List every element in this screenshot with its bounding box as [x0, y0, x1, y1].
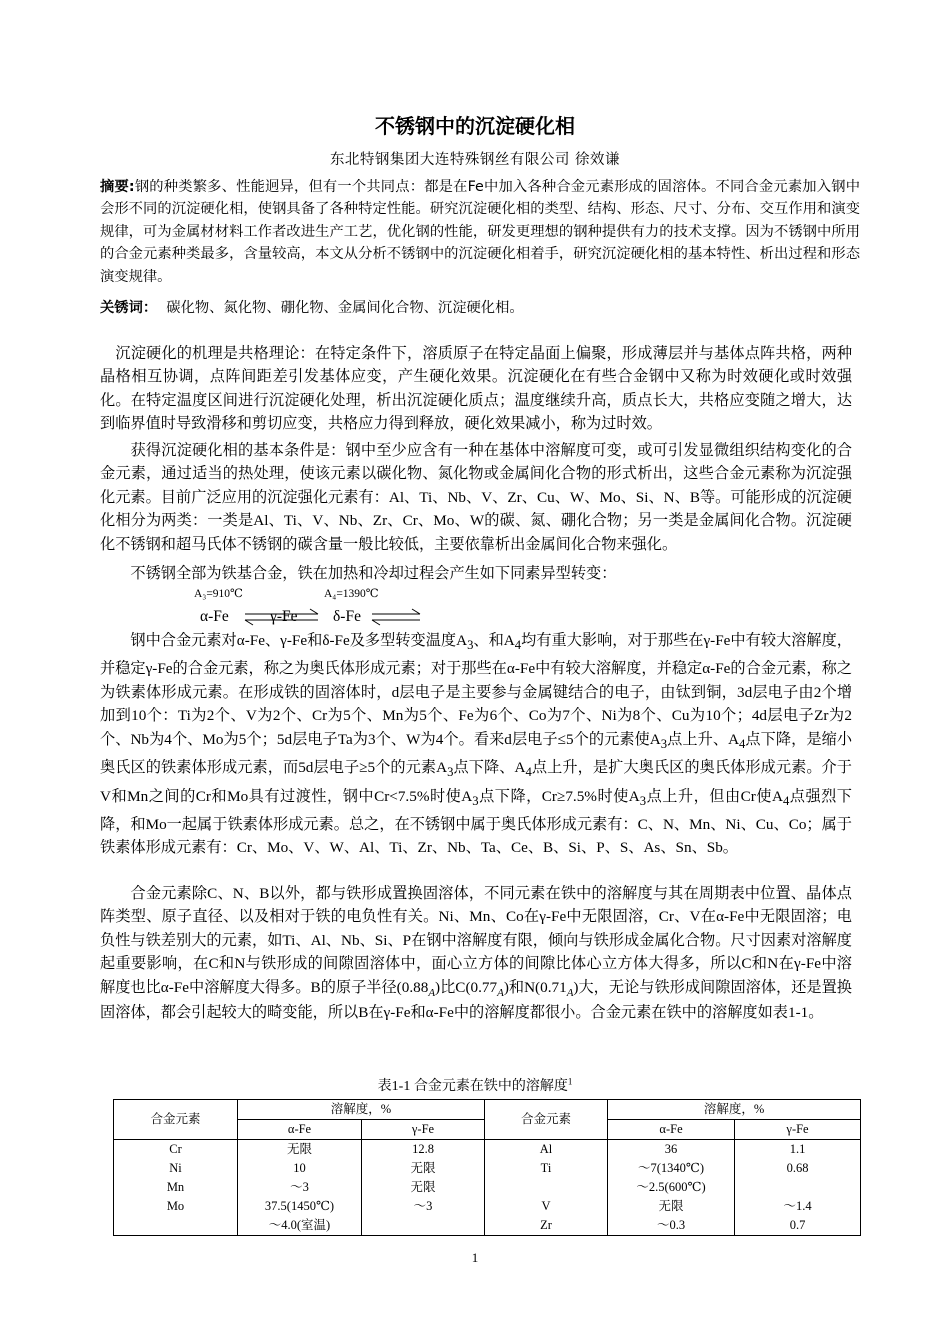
table-cell: 0.68	[735, 1159, 861, 1178]
table-cell: Ti	[485, 1159, 608, 1178]
p4-seg: 、和A	[473, 632, 515, 649]
table-cell: 无限	[362, 1159, 485, 1178]
paragraph-2	[100, 439, 852, 556]
table-header-alpha-1: α-Fe	[238, 1120, 362, 1140]
p4-seg: 点上升，但由Cr使A	[646, 787, 783, 805]
table-cell: ～3	[238, 1178, 362, 1197]
formula-phase-alpha: α-Fe	[200, 608, 229, 625]
keywords-label: 关锈词：	[100, 300, 158, 316]
subscript: 3	[447, 765, 454, 780]
table-cell: ～3	[362, 1197, 485, 1216]
p4-seg: 点上升，是扩大奥氏区的奥氏体形成元素。介于V和Mn之间的Cr和Mo具有过渡性，钢中Cr<7.5%时使A	[100, 759, 852, 805]
subscript: 3	[472, 793, 479, 808]
table-header-gamma-2: γ-Fe	[735, 1120, 861, 1140]
table-cell: V	[485, 1197, 608, 1216]
table-caption	[0, 1075, 950, 1095]
angstrom-unit: A	[428, 986, 436, 999]
p5-seg: )和N(0.71	[503, 978, 567, 996]
paragraph-4	[100, 629, 852, 860]
footnote-marker: 1	[567, 1076, 573, 1087]
table-header-solubility-2: 溶解度，%	[608, 1100, 861, 1120]
table-cell: ～1.4	[735, 1197, 861, 1216]
subscript: 3	[467, 638, 474, 653]
table-cell: 36	[608, 1140, 735, 1160]
table-cell: 无限	[238, 1140, 362, 1160]
paragraph-3-text: 不锈钢全部为铁基合金，铁在加热和冷却过程会产生如下同素异型转变：	[130, 565, 617, 582]
table-cell: Ni	[114, 1159, 238, 1178]
angstrom-unit: A	[566, 986, 574, 999]
table-cell: 10	[238, 1159, 362, 1178]
paragraph-1-text: 沉淀硬化的机理是共格理论：在特定条件下，溶质原子在特定晶面上偏聚，形成薄层并与基体点阵共格，两种晶格相互协调，点阵间距差引发基体应变，产生硬化效果。沉淀硬化在有些合金钢中又称为时效硬化或时效强化。在特定温度区间进行沉淀硬化处理，析出沉淀硬化质点；温度继续升高，质点长大，共格应变随之增大，达到临界值时导致滑移和剪切应变，共格应力得到释放，硬化效果减小，称为过时效。	[100, 345, 852, 433]
table-cell: 无限	[362, 1178, 485, 1197]
table-cell: Mn	[114, 1178, 238, 1197]
p4-seg: 点下降、A	[453, 759, 526, 777]
p4-seg: 钢中合金元素对α-Fe、γ-Fe和δ-Fe及多型转变温度A	[130, 632, 468, 649]
table-header-solubility-1: 溶解度，%	[238, 1100, 485, 1120]
p4-seg: 点强烈下降，和Mo一起属于铁素体形成元素。总之，在不锈钢中属于奥氏体形成元素有：C、N、Mn、Ni、Cu、Co；属于铁素体形成元素有：Cr、Mo、V、W、Al、Ti、Zr、Nb、Ta、Ce、B、Si、P、S、As、Sn、Sb。	[100, 787, 852, 857]
table-cell	[114, 1216, 238, 1236]
table-header-element-1: 合金元素	[114, 1100, 238, 1140]
formula-phase-delta: δ-Fe	[333, 608, 361, 625]
keywords-text: 碳化物、氮化物、硼化物、金属间化合物、沉淀硬化相。	[166, 300, 524, 316]
p4-seg: 点下降，Cr≥7.5%时使A	[478, 787, 640, 805]
abstract-label: 摘要:	[100, 179, 135, 195]
table-cell	[735, 1178, 861, 1197]
page-number: 1	[471, 1250, 479, 1265]
subscript: 3	[660, 736, 668, 751]
table-cell: 无限	[608, 1197, 735, 1216]
table-cell: ～0.3	[608, 1216, 735, 1236]
paragraph-5	[100, 882, 852, 1024]
p4-seg: 点下降，是缩小奥氏区的铁素体形成元素，而5d层电子≥5个的元素A	[100, 730, 853, 777]
table-cell: 1.1	[735, 1140, 861, 1160]
table-cell: Cr	[114, 1140, 238, 1160]
paragraph-2-text: 获得沉淀硬化相的基本条件是：钢中至少应含有一种在基体中溶解度可变，或可引发显微组织结构变化的合金元素，通过适当的热处理，使该元素以碳化物、氮化物或金属间化合物的形式析出，这些合金元素称为沉淀强化元素。目前广泛应用的沉淀强化元素有：Al、Ti、Nb、V、Zr、Cu、W、Mo、Si、N、B等。可能形成的沉淀硬化相分为两类：一类是Al、Ti、V、Nb、Zr、Cr、Mo、W的碳、氮、硼化合物；另一类是金属间化合物。沉淀硬化不锈钢和超马氏体不锈钢的碳含量一般比较低，主要依靠析出金属间化合物来强化。	[100, 442, 852, 553]
equilibrium-arrows-icon	[190, 586, 450, 630]
subscript: 4	[525, 765, 532, 780]
angstrom-unit: A	[497, 986, 504, 999]
table-header-alpha-2: α-Fe	[608, 1120, 735, 1140]
subscript: 3	[639, 793, 647, 808]
table-cell: 12.8	[362, 1140, 485, 1160]
table-cell: Mo	[114, 1197, 238, 1216]
subscript: 4	[739, 736, 746, 751]
table-cell: Al	[485, 1140, 608, 1160]
solubility-table	[113, 1099, 861, 1236]
table-row	[114, 1159, 861, 1178]
table-cell: ～4.0(室温)	[238, 1216, 362, 1236]
table-cell: 37.5(1450℃)	[238, 1197, 362, 1216]
table-cell: Zr	[485, 1216, 608, 1236]
table-row	[114, 1216, 861, 1236]
abstract	[100, 176, 860, 288]
subscript: 4	[782, 793, 790, 808]
formula-phase-gamma: γ-Fe	[270, 608, 298, 625]
table-cell	[362, 1216, 485, 1236]
table-header-gamma-1: γ-Fe	[362, 1120, 485, 1140]
table-cell: 0.7	[735, 1216, 861, 1236]
table-caption-text: 表1-1 合金元素在铁中的溶解度	[377, 1079, 568, 1094]
paragraph-3	[100, 562, 852, 585]
p5-seg: )大，无论与铁形成间隙固溶体，还是置换固溶体，都会引起较大的畸变能，所以B在γ-Fe和α-Fe中的溶解度都很小。合金元素在铁中的溶解度如表1-1。	[100, 978, 852, 1022]
formula-condition-a4: A₄=1390℃	[324, 588, 379, 600]
p5-seg: )比C(0.77	[435, 978, 498, 996]
allotropic-transformation-formula	[190, 586, 450, 630]
paragraph-1	[100, 342, 852, 436]
table-cell: ～7(1340℃)	[608, 1159, 735, 1178]
subscript: 4	[514, 638, 522, 653]
p4-seg: 点上升、A	[667, 730, 740, 748]
table-cell	[485, 1178, 608, 1197]
table-header-element-2: 合金元素	[485, 1100, 608, 1140]
p4-seg: 均有重大影响，对于那些在γ-Fe中有较大溶解度，并稳定γ-Fe的合金元素，称之为奥氏体形成元素；对于那些在α-Fe中有较大溶解度，并稳定α-Fe的合金元素，称之为铁素体形成元素。在形成铁的固溶体时，d层电子是主要参与金属键结合的电子，由钛到铜，3d层电子由2个增加到10个：Ti为2个、V为2个、Cr为5个、Mn为5个、Fe为6个、Co为7个、Ni为8个、Cu为10个；4d层电子Zr为2个、Nb为4个、Mo为5个；5d层电子Ta为3个、W为4个。看来d层电子≤5个的元素使A	[100, 632, 852, 748]
keywords	[100, 297, 860, 319]
abstract-text: 钢的种类繁多、性能迥异，但有一个共同点：都是在Fe中加入各种合金元素形成的固溶体。不同合金元素加入钢中会形不同的沉淀硬化相，使钢具备了各种特定性能。研究沉淀硬化相的类型、结构、形态、尺寸、分布、交互作用和演变规律，可为金属材材料工作者改进生产工艺，优化钢的性能，研发更理想的钢种提供有力的技术支撑。因为不锈钢中所用的合金元素种类最多，含量较高，本文从分析不锈钢中的沉淀硬化相着手，研究沉淀硬化相的基本特性、析出过程和形态演变规律。	[100, 179, 860, 285]
author-line: 东北特钢集团大连特殊钢丝有限公司 徐效谦	[329, 152, 621, 168]
table-row	[114, 1197, 861, 1216]
p5-seg: 合金元素除C、N、B以外，都与铁形成置换固溶体，不同元素在铁中的溶解度与其在周期表中位置、晶体点阵类型、原子直径、以及相对于铁的电负性有关。Ni、Mn、Co在γ-Fe中无限固溶，Cr、V在α-Fe中无限固溶；电负性与铁差别大的元素，如Ti、Al、Nb、Si、P在钢中溶解度有限，倾向与铁形成金属化合物。尺寸因素对溶解度起重要影响，在C和N与铁形成的间隙固溶体中，面心立方体的间隙比体心立方体大得多，所以C和N在γ-Fe中溶解度也比α-Fe中溶解度大得多。B的原子半径(0.88	[100, 885, 852, 996]
page-title: 不锈钢中的沉淀硬化相	[375, 114, 575, 138]
table-cell: ～2.5(600℃)	[608, 1178, 735, 1197]
table-row	[114, 1140, 861, 1160]
table-row	[114, 1178, 861, 1197]
formula-condition-a3: A₃=910℃	[194, 588, 243, 600]
